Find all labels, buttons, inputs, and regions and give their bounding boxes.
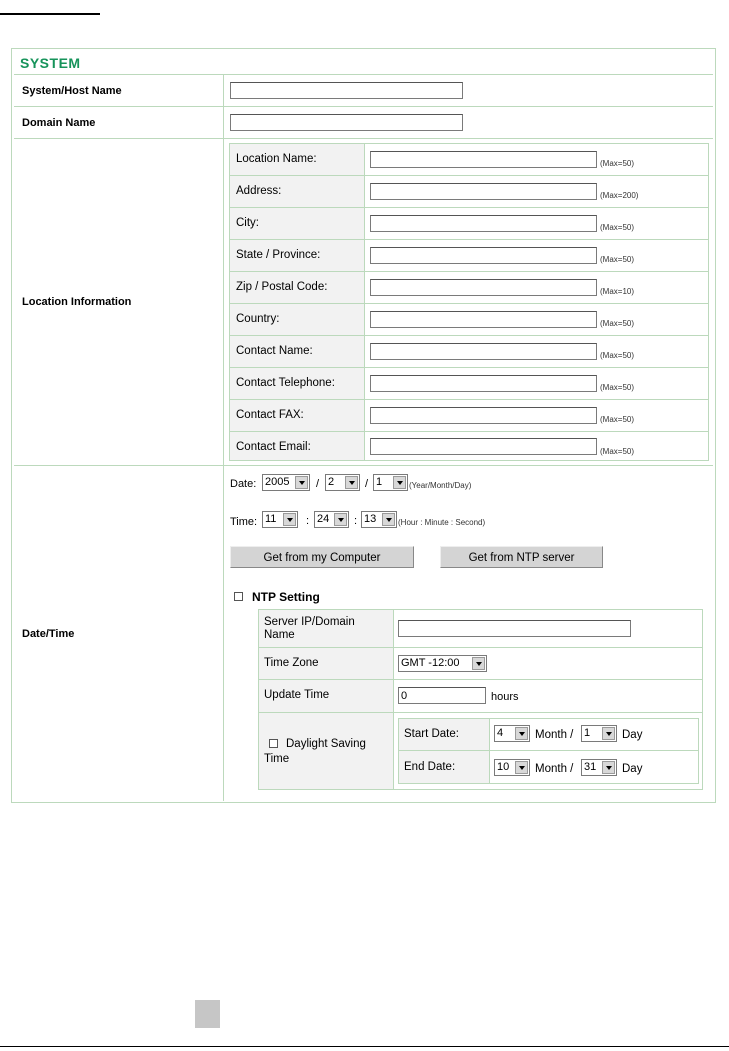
contact-email-input[interactable] xyxy=(370,438,597,455)
dst-label: Daylight Saving Time xyxy=(264,738,366,765)
location-label: Location Information xyxy=(14,139,224,465)
footer-rule xyxy=(0,1046,729,1047)
host-name-label: System/Host Name xyxy=(14,75,224,106)
end-day-select[interactable]: 31 xyxy=(581,759,617,776)
location-field-row xyxy=(230,400,708,432)
time-separator: : xyxy=(354,515,358,527)
location-field-label: State / Province: xyxy=(236,249,321,261)
location-field-row xyxy=(230,368,708,400)
location-field-label: Location Name: xyxy=(236,153,317,165)
location-field-label: Contact Email: xyxy=(236,441,311,453)
update-time-label: Update Time xyxy=(264,689,330,701)
dst-row xyxy=(259,713,702,789)
chevron-down-icon xyxy=(515,761,528,774)
day-select[interactable]: 1 xyxy=(373,474,408,491)
domain-name-input[interactable] xyxy=(230,114,463,131)
location-field-label: Contact Telephone: xyxy=(236,377,335,389)
end-date-label: End Date: xyxy=(404,761,456,773)
max-hint: (Max=10) xyxy=(600,287,635,296)
date-label: Date: xyxy=(230,478,257,490)
zip-input[interactable] xyxy=(370,279,597,296)
country-input[interactable] xyxy=(370,311,597,328)
update-time-input[interactable] xyxy=(398,687,486,704)
panel-title: SYSTEM xyxy=(20,55,81,71)
ntp-setting-label: NTP Setting xyxy=(252,590,320,604)
city-input[interactable] xyxy=(370,215,597,232)
date-format-hint: (Year/Month/Day) xyxy=(409,481,472,490)
chevron-down-icon xyxy=(382,513,395,526)
server-label: Server IP/Domain Name xyxy=(264,616,355,641)
address-input[interactable] xyxy=(370,183,597,200)
contact-name-input[interactable] xyxy=(370,343,597,360)
time-label: Time: xyxy=(230,516,258,528)
timezone-select[interactable]: GMT -12:00 xyxy=(398,655,487,672)
ntp-table xyxy=(258,609,703,790)
max-hint: (Max=50) xyxy=(600,223,635,232)
state-input[interactable] xyxy=(370,247,597,264)
timezone-row xyxy=(259,648,702,680)
chevron-down-icon xyxy=(515,727,528,740)
month-word: Month / xyxy=(535,729,574,741)
get-from-computer-button[interactable]: Get from my Computer xyxy=(230,546,414,568)
start-day-select[interactable]: 1 xyxy=(581,725,617,742)
location-field-label: Contact FAX: xyxy=(236,409,304,421)
system-panel xyxy=(11,48,716,803)
timezone-label: Time Zone xyxy=(264,657,319,669)
location-field-row xyxy=(230,272,708,304)
location-name-input[interactable] xyxy=(370,151,597,168)
time-format-hint: (Hour : Minute : Second) xyxy=(398,518,486,527)
location-field-row xyxy=(230,336,708,368)
month-select[interactable]: 2 xyxy=(325,474,360,491)
contact-fax-input[interactable] xyxy=(370,407,597,424)
update-time-row xyxy=(259,680,702,713)
max-hint: (Max=200) xyxy=(600,191,639,200)
max-hint: (Max=50) xyxy=(600,255,635,264)
host-name-input[interactable] xyxy=(230,82,463,99)
location-field-label: Country: xyxy=(236,313,280,325)
location-field-label: City: xyxy=(236,217,259,229)
domain-name-row xyxy=(14,107,713,139)
get-from-ntp-button[interactable]: Get from NTP server xyxy=(440,546,603,568)
max-hint: (Max=50) xyxy=(600,159,635,168)
chevron-down-icon xyxy=(334,513,347,526)
location-field-row xyxy=(230,304,708,336)
second-select[interactable]: 13 xyxy=(361,511,397,528)
location-table xyxy=(229,143,709,461)
chevron-down-icon xyxy=(393,476,406,489)
chevron-down-icon xyxy=(345,476,358,489)
month-word: Month / xyxy=(535,763,574,775)
max-hint: (Max=50) xyxy=(600,447,635,456)
max-hint: (Max=50) xyxy=(600,319,635,328)
ntp-server-row xyxy=(259,610,702,648)
start-month-select[interactable]: 4 xyxy=(494,725,530,742)
location-field-label: Contact Name: xyxy=(236,345,313,357)
location-field-row xyxy=(230,240,708,272)
location-field-row xyxy=(230,432,708,460)
max-hint: (Max=50) xyxy=(600,383,635,392)
dst-table xyxy=(398,718,699,784)
ntp-setting-checkbox[interactable] xyxy=(234,592,243,601)
chevron-down-icon xyxy=(602,761,615,774)
max-hint: (Max=50) xyxy=(600,415,635,424)
host-name-row xyxy=(14,75,713,107)
header-rule xyxy=(0,13,100,15)
day-word: Day xyxy=(622,763,643,775)
start-date-label: Start Date: xyxy=(404,728,459,740)
datetime-label: Date/Time xyxy=(14,466,224,801)
contact-telephone-input[interactable] xyxy=(370,375,597,392)
ntp-server-input[interactable] xyxy=(398,620,631,637)
location-field-label: Address: xyxy=(236,185,282,197)
location-field-row xyxy=(230,176,708,208)
location-field-label: Zip / Postal Code: xyxy=(236,281,328,293)
day-word: Day xyxy=(622,729,643,741)
minute-select[interactable]: 24 xyxy=(314,511,349,528)
end-date-row xyxy=(399,751,698,783)
start-date-row xyxy=(399,719,698,751)
page-number-box xyxy=(195,1000,220,1028)
update-time-unit: hours xyxy=(491,691,519,703)
domain-name-label: Domain Name xyxy=(14,107,224,138)
time-separator: : xyxy=(306,515,310,527)
hour-select[interactable]: 11 xyxy=(262,511,298,528)
chevron-down-icon xyxy=(602,727,615,740)
end-month-select[interactable]: 10 xyxy=(494,759,530,776)
location-field-row xyxy=(230,208,708,240)
max-hint: (Max=50) xyxy=(600,351,635,360)
year-select[interactable]: 2005 xyxy=(262,474,310,491)
panel-header xyxy=(14,51,713,75)
chevron-down-icon xyxy=(295,476,308,489)
location-field-row xyxy=(230,144,708,176)
chevron-down-icon xyxy=(283,513,296,526)
chevron-down-icon xyxy=(472,657,485,670)
date-separator: / xyxy=(365,478,369,490)
date-separator: / xyxy=(316,478,320,490)
